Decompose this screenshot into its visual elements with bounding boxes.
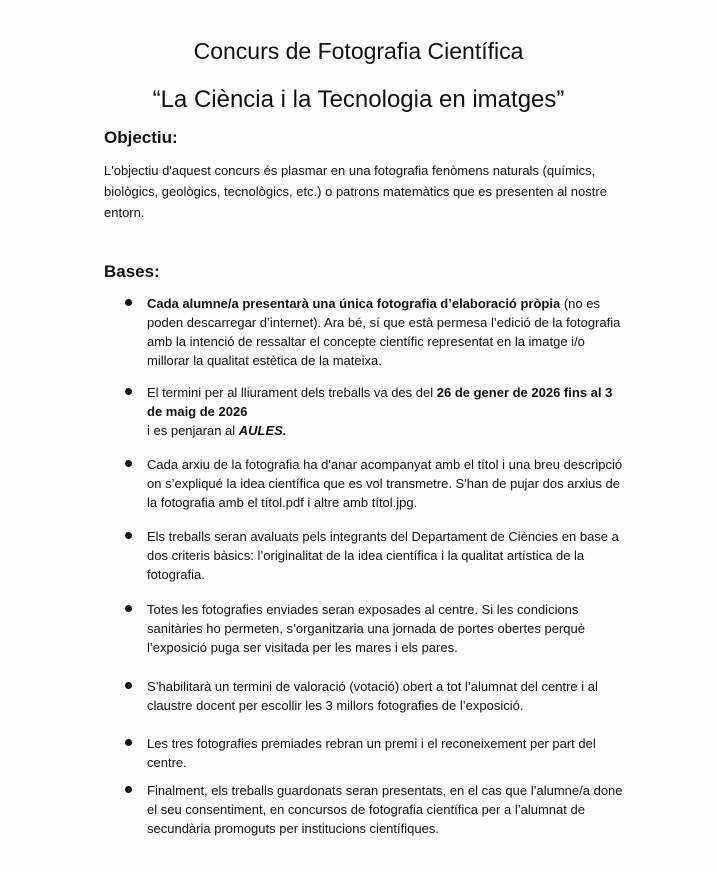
bullet-icon	[125, 682, 132, 689]
bullet-icon	[125, 460, 132, 467]
document-title: Concurs de Fotografia Científica	[193, 38, 524, 64]
bases-item-1-text: (no es poden descarregar d’internet). Ara bé, sí que està permesa l’edició de la fotografia amb la intenció de ressaltar el concepte científic representat en la imatge i/o millorar la qualitat estètica de la mateixa.	[147, 296, 621, 368]
bullet-icon	[125, 299, 132, 306]
bases-item-8-text: Finalment, els treballs guardonats seran presentats, en el cas que l’alumne/a done el seu consentiment, en concursos de fotografia científica per a l’alumnat de secundària promoguts per institucions científiques.	[147, 783, 623, 836]
bases-item-4-text: Els treballs seran avaluats pels integrants del Departament de Ciències en base a dos criteris bàsics: l’originalitat de la idea científica i la qualitat artística de la fotografia.	[147, 529, 619, 582]
bases-item-2-dates: 26 de gener de 2026 fins al 3 de maig de 2026	[147, 385, 613, 419]
bases-item-1-bold: Cada alumne/a presentarà una única fotografia d’elaboració pròpia	[147, 296, 561, 311]
bullet-icon	[125, 532, 132, 539]
objective-text: L'objectiu d'aquest concurs és plasmar en una fotografia fenòmens naturals (químics, biològics, geològics, tecnològics, etc.) o patrons matemàtics que es presenten al nostre entorn.	[104, 163, 607, 220]
bases-item-4	[147, 527, 627, 584]
bases-item-2-aules: AULES.	[238, 423, 287, 438]
bases-item-7	[147, 734, 627, 772]
bases-item-1	[147, 294, 627, 370]
bases-item-7-text: Les tres fotografies premiades rebran un premi i el reconeixement per part del centre.	[147, 736, 596, 770]
bullet-icon	[125, 786, 132, 793]
bases-item-3-text: Cada arxiu de la fotografia ha d'anar acompanyat amb el títol i una breu descripció on s’expliqué la idea científica que es vol transmetre. S'han de pujar dos arxius de la fotografia amb el títol.pdf i altre amb títol.jpg.	[147, 457, 623, 510]
bullet-icon	[125, 605, 132, 612]
bases-item-3	[147, 455, 627, 512]
bases-heading: Bases:	[104, 262, 160, 281]
objective-heading: Objectiu:	[104, 128, 178, 147]
bases-item-2-text: El termini per al lliurament dels treballs va des del	[147, 385, 437, 400]
bases-item-6-text: S’habilitarà un termini de valoració (votació) obert a tot l’alumnat del centre i al claustre docent per escollir les 3 millors fotografies de l’exposició.	[147, 679, 598, 713]
bases-item-2-text-2: i es penjaran al	[147, 423, 239, 438]
bullet-icon	[125, 739, 132, 746]
bases-item-2	[147, 383, 627, 440]
bullet-icon	[125, 388, 132, 395]
bases-item-8	[147, 781, 627, 838]
bases-item-6	[147, 677, 627, 715]
bases-item-5-text: Totes les fotografies enviades seran exposades al centre. Si les condicions sanitàries ho permeten, s’organitzaria una jornada de portes obertes perquè l’exposició puga ser visitada per les mares i els pares.	[147, 602, 585, 655]
document-subtitle: “La Ciència i la Tecnologia en imatges”	[152, 86, 565, 113]
bases-item-5	[147, 600, 627, 657]
